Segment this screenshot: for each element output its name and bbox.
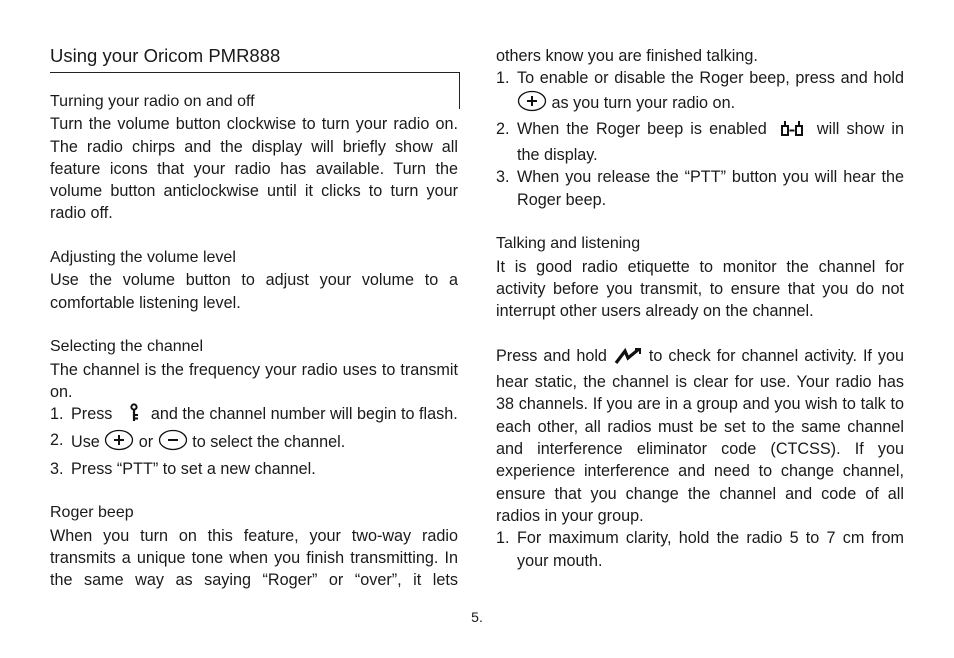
- list-text: When you release the “PTT” button you will hear the Roger beep.: [517, 168, 904, 209]
- list-text: Press: [71, 405, 113, 424]
- plus-button-icon: [517, 90, 547, 118]
- list-item: [496, 166, 904, 211]
- list-item: [50, 429, 458, 457]
- paragraph-text: to check for channel activity. If you hear static, the channel is clear for use. Your radio has 38 channels. If you are in a group and you wish to talk to each other, all radios must be set to the same channel and interference eliminator code (CTCSS). If you experience interference and need to change channel, ensure that you change the channel and code of all radios in your group.: [496, 346, 905, 525]
- list-number: 2.: [50, 431, 64, 450]
- list-number: 3.: [50, 459, 64, 478]
- paragraph-text: Press and hold: [496, 346, 607, 365]
- title-rule-horizontal: [50, 72, 460, 73]
- list-text: as you turn your radio on.: [551, 93, 736, 112]
- section-heading-roger: Roger beep: [50, 504, 134, 522]
- section-body-monitor: [496, 345, 904, 527]
- left-body: [50, 91, 458, 592]
- section-body-talking: It is good radio etiquette to monitor the channel for activity before you transmit, to ensure that you do not interrupt other users already on the channel.: [496, 257, 904, 321]
- list-text: Use: [71, 433, 100, 452]
- list-number: 2.: [496, 119, 510, 138]
- list-number: 3.: [496, 168, 510, 187]
- continued-text: others know you are finished talking.: [496, 47, 758, 65]
- section-body-power: Turn the volume button clockwise to turn your radio on. The radio chirps and the display will briefly show all feature icons that your radio has available. Turn the volume button anticlockwise until it clicks to turn your radio off.: [50, 115, 458, 223]
- roger-beep-icon: [780, 120, 804, 144]
- list-number: 1.: [496, 529, 510, 548]
- list-text: will show in the display.: [517, 119, 904, 165]
- list-text: to select the channel.: [192, 433, 346, 452]
- list-text: For maximum clarity, hold the radio 5 to 7 cm from your mouth.: [517, 529, 904, 570]
- list-item: [496, 118, 904, 167]
- section-body-channel: The channel is the frequency your radio uses to transmit on.: [50, 360, 458, 401]
- list-text: or: [138, 433, 154, 452]
- list-text: and the channel number will begin to flash.: [150, 405, 458, 424]
- right-body: [496, 45, 904, 572]
- list-item: [50, 458, 458, 480]
- section-heading-power: Turning your radio on and off: [50, 93, 255, 110]
- page-title: Using your Oricom PMR888: [50, 45, 281, 66]
- list-number: 1.: [50, 405, 64, 424]
- section-heading-talking: Talking and listening: [496, 235, 641, 253]
- title-rule-vertical: [459, 72, 460, 109]
- list-text: Press “PTT” to set a new channel.: [71, 459, 316, 478]
- key-icon: [129, 403, 141, 429]
- section-heading-volume: Adjusting the volume level: [50, 249, 236, 267]
- list-number: 1.: [496, 69, 510, 88]
- list-item: [496, 67, 904, 118]
- page-number: 5.: [471, 609, 483, 625]
- section-body-roger: When you turn on this feature, your two-way radio transmits a unique tone when you finish transmitting. In the same way as saying “Roger” or “over”, it lets: [50, 526, 458, 590]
- plus-button-icon: [104, 429, 134, 457]
- section-heading-channel: Selecting the channel: [50, 338, 203, 356]
- list-item: [496, 527, 904, 572]
- minus-button-icon: [158, 429, 188, 457]
- list-text: When the Roger beep is enabled: [517, 119, 767, 138]
- list-text: To enable or disable the Roger beep, press and hold: [517, 69, 904, 88]
- list-item: [50, 403, 458, 429]
- section-body-volume: Use the volume button to adjust your volume to a comfortable listening level.: [50, 271, 458, 312]
- monitor-icon: [613, 347, 643, 371]
